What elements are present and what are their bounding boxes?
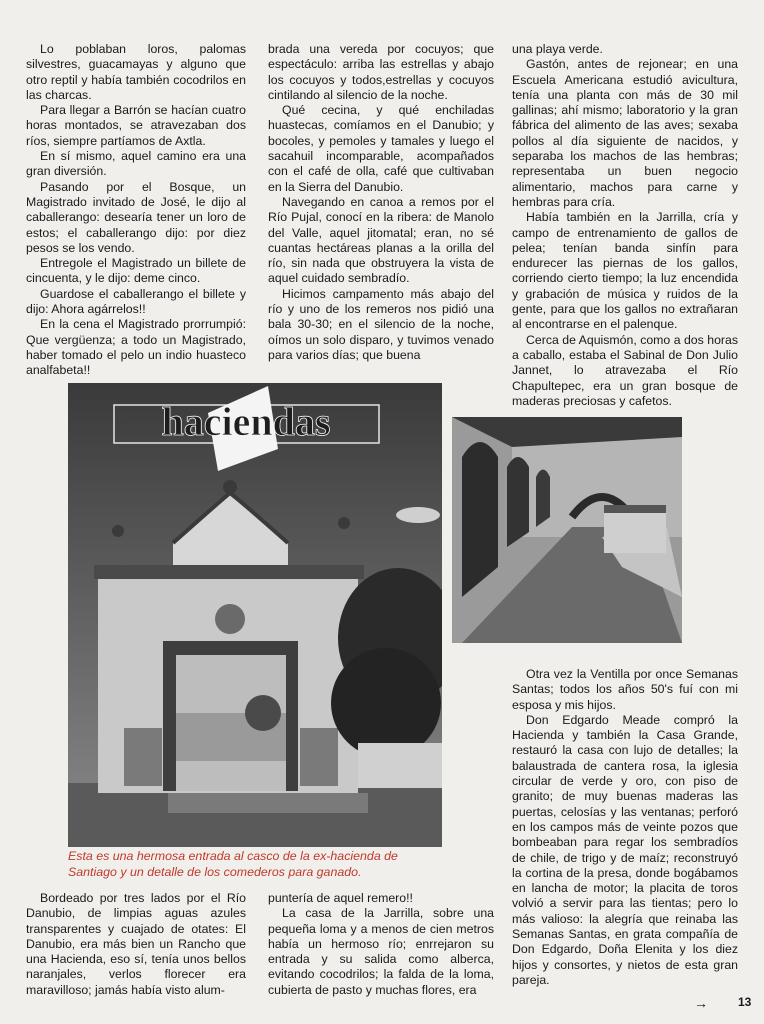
paragraph: Hicimos campamento más abajo del río y uno de los remeros nos pidió una bala 30-30; en el silencio de la noche, oímos un solo disparo, y tuvimos venado para varios días; que buena — [268, 286, 494, 362]
haciendas-title: haciendas — [161, 399, 331, 444]
paragraph: una playa verde. — [512, 42, 603, 56]
text-column-3 — [512, 42, 738, 409]
paragraph: Navegando en canoa a remos por el Río Pujal, conocí en la ribera: de Manolo del Valle, aquel jitomatal; eran, no sé cuantas hectáreas planas a la orilla del río, sin nada que obstruyera la vista de aquel cuidado sembradío. — [268, 194, 494, 286]
paragraph: Bordeado por tres lados por el Río Danubio, de limpias aguas azules transparentes y cuajado de otates: El Danubio, era más bien un Rancho que una Hacienda, eso sí, tenía unos bellos naranjales, verlos florecer era maravilloso; jamás había visto alum- — [26, 891, 246, 997]
paragraph: Don Edgardo Meade compró la Hacienda y también la Casa Grande, restauró la casa con lujo de detalles; la balaustrada de cantera rosa, la iglesia circular de verde y oro, con piso de granito; de muy buenas maderas las puertas, celosías y las ventanas; perforó en los campos más de veinte pozos que bombeaban para regar los sembradíos de chile, de trigo y de maíz; reconstruyó la cortina de la presa, donde bogábamos en lancha de motor; la placita de toros volvió a servir para las tientas; pero lo más valioso: la alegría que reinaba las Semanas Santas, en grata compañía de Don Edgardo, Doña Elenita y los diez hijos y consortes, y nietos de esta gran pareja. — [512, 712, 738, 987]
paragraph: Otra vez la Ventilla por once Semanas Santas; todos los años 50's fuí con mi esposa y mis hijos. — [512, 667, 738, 712]
paragraph: Cerca de Aquismón, como a dos horas a caballo, estaba el Sabinal de Don Julio Jannet, lo atravezaba el Río Chapultepec, era un gran bosque de maderas preciosas y cafetos. — [512, 332, 738, 408]
next-page-arrow-icon: → — [694, 995, 708, 1011]
paragraph: Gastón, antes de rejonear; en una Escuela Americana estudió avicultura, tenía una planta con más de 30 mil gallinas; ahí mismo; laboratorio y la gran fábrica del alimento de las aves; sexaba pollos al día siguiente de nacidos, y separaba los machos de las hembras; representaba un buen negocio alimentario, machos para carne y hembras para cría. — [512, 57, 738, 209]
paragraph: Pasando por el Bosque, un Magistrado invitado de José, le dijo al caballerango: desearía tener un loro de estos; el caballerango dijo: por diez pesos se los vendo. — [26, 179, 246, 255]
hacienda-gate-photo — [68, 383, 442, 847]
text-column-6 — [268, 891, 494, 998]
paragraph: Había también en la Jarrilla, cría y campo de entrenamiento de gallos de pelea; tenían banda sinfín para endurecer las piernas de los gallos, corriendo cierto tiempo; la luz encendida y grabación de música y ruidos de la gente, para que los gallos no extrañaran al encontrarse en el palenque. — [512, 210, 738, 332]
paragraph: La casa de la Jarrilla, sobre una pequeña loma y a menos de cien metros había un hermoso río; enrrejaron su entrada y su salida como alberca, evitando cocodrilos; la falda de la loma, cubierta de pasto y muchas flores, era — [268, 906, 494, 997]
paragraph: puntería de aquel remero!! — [268, 891, 413, 905]
page-number: 13 — [738, 995, 752, 1009]
paragraph: En la cena el Magistrado prorrumpió: Que vergüenza; a todo un Magistrado, haber tomado el pelo un indio huasteco analfabeta!! — [26, 317, 246, 378]
text-column-1 — [26, 42, 246, 379]
photo-caption: Esta es una hermosa entrada al casco de la ex-hacienda de Santiago y un detalle de los comederos para ganado. — [68, 849, 398, 879]
paragraph: Entregole el Magistrado un billete de cincuenta, y le dijo: deme cinco. — [26, 256, 246, 286]
text-column-5 — [26, 891, 246, 998]
paragraph: En sí mismo, aquel camino era una gran diversión. — [26, 149, 246, 179]
text-column-2 — [268, 42, 494, 363]
paragraph: Para llegar a Barrón se hacían cuatro horas montados, se atravezaban dos ríos, siempre partíamos de Axtla. — [26, 103, 246, 148]
paragraph: Lo poblaban loros, palomas silvestres, guacamayas y alguno que otro reptil y había también cocodrilos en las charcas. — [26, 42, 246, 102]
text-column-4 — [512, 667, 738, 988]
paragraph: brada una vereda por cocuyos; que espectáculo: arriba las estrellas y abajo los cocuyos y todos,estrellas y cocuyos cintilando al silencio de la noche. — [268, 42, 494, 102]
paragraph: Qué cecina, y qué enchiladas huastecas, comíamos en el Danubio; y bocoles, y pemoles y tamales y luego el sacahuil incomparable, acompañados con el café de olla, café que cultivaban en la Sierra del Danubio. — [268, 103, 494, 194]
paragraph: Guardose el caballerango el billete y dijo: Ahora agárrelos!! — [26, 286, 246, 317]
arcade-corridor-photo — [452, 417, 682, 643]
